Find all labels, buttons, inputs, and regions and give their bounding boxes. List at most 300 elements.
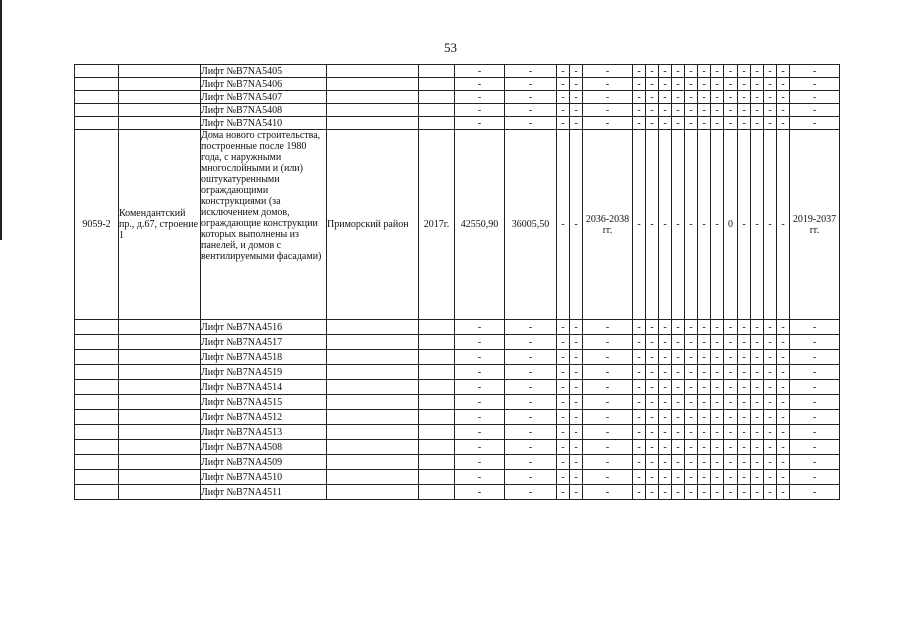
lift-cell: - <box>685 65 698 78</box>
lift-cell: - <box>711 104 724 117</box>
lift-cell: - <box>777 425 790 440</box>
empty-id-cell <box>75 425 119 440</box>
empty-district-cell <box>327 350 419 365</box>
lift-tail: - <box>790 440 840 455</box>
empty-address-cell <box>119 104 201 117</box>
lift-cell: - <box>777 380 790 395</box>
lift-cell: - <box>751 320 764 335</box>
lift-cell: - <box>711 410 724 425</box>
lift-cell: - <box>646 395 659 410</box>
lift-cell: - <box>659 365 672 380</box>
lift-s2: - <box>570 350 583 365</box>
lift-value-2: - <box>505 395 557 410</box>
lift-cell: - <box>711 320 724 335</box>
lift-s1: - <box>557 65 570 78</box>
bottom-lift-rows <box>75 320 840 500</box>
empty-id-cell <box>75 470 119 485</box>
lift-period: - <box>583 380 633 395</box>
lift-cell: - <box>685 335 698 350</box>
lift-cell: - <box>751 78 764 91</box>
lift-cell: - <box>751 485 764 500</box>
lift-cell: - <box>672 320 685 335</box>
empty-address-cell <box>119 425 201 440</box>
lift-period: - <box>583 470 633 485</box>
main-cell: - <box>738 130 751 320</box>
lift-cell: - <box>659 455 672 470</box>
lift-value-2: - <box>505 104 557 117</box>
empty-year-cell <box>419 380 455 395</box>
lift-value-2: - <box>505 117 557 130</box>
main-cell: - <box>672 130 685 320</box>
empty-year-cell <box>419 440 455 455</box>
lift-cell: - <box>764 104 777 117</box>
empty-district-cell <box>327 335 419 350</box>
lift-name: Лифт №B7NA5405 <box>201 65 327 78</box>
lift-cell: - <box>711 440 724 455</box>
empty-district-cell <box>327 91 419 104</box>
lift-cell: - <box>698 350 711 365</box>
lift-cell: - <box>633 380 646 395</box>
empty-id-cell <box>75 78 119 91</box>
empty-address-cell <box>119 470 201 485</box>
main-cell: 0 <box>724 130 738 320</box>
lift-cell: - <box>724 91 738 104</box>
lift-name: Лифт №B7NA4516 <box>201 320 327 335</box>
lift-cell: - <box>685 395 698 410</box>
lift-cell: - <box>738 91 751 104</box>
lift-tail: - <box>790 320 840 335</box>
lift-s1: - <box>557 78 570 91</box>
empty-id-cell <box>75 320 119 335</box>
lift-tail: - <box>790 395 840 410</box>
lift-cell: - <box>633 320 646 335</box>
lift-row <box>75 380 840 395</box>
lift-s1: - <box>557 425 570 440</box>
lift-cell: - <box>672 395 685 410</box>
empty-address-cell <box>119 440 201 455</box>
empty-year-cell <box>419 455 455 470</box>
lift-cell: - <box>724 104 738 117</box>
lift-row <box>75 365 840 380</box>
lift-cell: - <box>738 470 751 485</box>
lift-cell: - <box>764 91 777 104</box>
lift-value-1: - <box>455 455 505 470</box>
lift-cell: - <box>764 320 777 335</box>
lift-cell: - <box>711 91 724 104</box>
lift-name: Лифт №B7NA4512 <box>201 410 327 425</box>
lift-cell: - <box>698 380 711 395</box>
empty-year-cell <box>419 425 455 440</box>
building-description: Дома нового строительства, построенные после 1980 года, с наружными многослойными и (или) оштукатуренными ограждающими конструкциями (за исключением домов, ограждающие конструкции которых выполнены из панелей, и домов с вентилируемыми фасадами) <box>201 130 327 320</box>
lift-cell: - <box>751 410 764 425</box>
empty-address-cell <box>119 78 201 91</box>
lift-cell: - <box>646 455 659 470</box>
empty-address-cell <box>119 350 201 365</box>
lift-cell: - <box>646 335 659 350</box>
empty-id-cell <box>75 117 119 130</box>
lift-cell: - <box>646 65 659 78</box>
lift-name: Лифт №B7NA4515 <box>201 395 327 410</box>
lift-row <box>75 410 840 425</box>
lift-cell: - <box>777 350 790 365</box>
lift-cell: - <box>659 485 672 500</box>
lift-cell: - <box>659 117 672 130</box>
lift-s2: - <box>570 410 583 425</box>
empty-address-cell <box>119 455 201 470</box>
building-id: 9059-2 <box>75 130 119 320</box>
lift-cell: - <box>633 485 646 500</box>
lift-value-1: - <box>455 470 505 485</box>
lift-cell: - <box>724 78 738 91</box>
lift-cell: - <box>711 470 724 485</box>
lift-cell: - <box>711 335 724 350</box>
lift-value-2: - <box>505 365 557 380</box>
empty-id-cell <box>75 380 119 395</box>
empty-id-cell <box>75 104 119 117</box>
lift-cell: - <box>724 470 738 485</box>
lift-value-1: - <box>455 380 505 395</box>
lift-cell: - <box>633 350 646 365</box>
lift-row <box>75 470 840 485</box>
lift-cell: - <box>777 335 790 350</box>
empty-year-cell <box>419 335 455 350</box>
empty-district-cell <box>327 440 419 455</box>
empty-year-cell <box>419 395 455 410</box>
lift-s1: - <box>557 350 570 365</box>
lift-cell: - <box>724 395 738 410</box>
lift-cell: - <box>685 320 698 335</box>
lift-cell: - <box>724 320 738 335</box>
lift-cell: - <box>751 440 764 455</box>
lift-cell: - <box>724 455 738 470</box>
empty-address-cell <box>119 117 201 130</box>
empty-year-cell <box>419 78 455 91</box>
lift-cell: - <box>672 350 685 365</box>
lift-value-1: - <box>455 485 505 500</box>
lift-cell: - <box>764 440 777 455</box>
lift-row <box>75 78 840 91</box>
main-cell: - <box>633 130 646 320</box>
top-lift-rows <box>75 65 840 130</box>
building-area-living: 36005,50 <box>505 130 557 320</box>
lift-cell: - <box>764 117 777 130</box>
lift-cell: - <box>672 455 685 470</box>
empty-address-cell <box>119 380 201 395</box>
lift-cell: - <box>777 440 790 455</box>
lift-tail: - <box>790 91 840 104</box>
lift-value-1: - <box>455 320 505 335</box>
lift-period: - <box>583 117 633 130</box>
empty-district-cell <box>327 425 419 440</box>
lift-cell: - <box>659 380 672 395</box>
lift-cell: - <box>711 380 724 395</box>
lift-cell: - <box>685 91 698 104</box>
lift-s2: - <box>570 440 583 455</box>
lift-cell: - <box>659 470 672 485</box>
lift-s1: - <box>557 335 570 350</box>
empty-address-cell <box>119 91 201 104</box>
lift-period: - <box>583 455 633 470</box>
lift-cell: - <box>698 470 711 485</box>
empty-district-cell <box>327 65 419 78</box>
lift-cell: - <box>659 395 672 410</box>
lift-row <box>75 335 840 350</box>
lift-cell: - <box>751 350 764 365</box>
lift-cell: - <box>672 470 685 485</box>
lift-cell: - <box>751 65 764 78</box>
page-number: 53 <box>444 40 457 55</box>
lift-row <box>75 485 840 500</box>
lift-cell: - <box>777 470 790 485</box>
empty-district-cell <box>327 380 419 395</box>
lift-cell: - <box>738 78 751 91</box>
main-cell: - <box>698 130 711 320</box>
lift-cell: - <box>751 335 764 350</box>
lift-cell: - <box>738 425 751 440</box>
building-area-total: 42550,90 <box>455 130 505 320</box>
empty-address-cell <box>119 335 201 350</box>
empty-id-cell <box>75 395 119 410</box>
building-period: 2036-2038 гг. <box>583 130 633 320</box>
lift-cell: - <box>698 455 711 470</box>
lift-tail: - <box>790 455 840 470</box>
lift-cell: - <box>751 380 764 395</box>
lift-value-2: - <box>505 470 557 485</box>
lift-cell: - <box>711 65 724 78</box>
building-tail-period: 2019-2037 гг. <box>790 130 840 320</box>
lift-cell: - <box>738 455 751 470</box>
lift-cell: - <box>659 350 672 365</box>
lift-s2: - <box>570 485 583 500</box>
empty-year-cell <box>419 350 455 365</box>
lift-tail: - <box>790 78 840 91</box>
lift-tail: - <box>790 65 840 78</box>
lift-cell: - <box>751 104 764 117</box>
lift-cell: - <box>777 320 790 335</box>
lift-tail: - <box>790 365 840 380</box>
empty-id-cell <box>75 440 119 455</box>
lift-cell: - <box>777 485 790 500</box>
lift-s2: - <box>570 335 583 350</box>
lift-cell: - <box>777 117 790 130</box>
lift-cell: - <box>764 350 777 365</box>
lift-s1: - <box>557 485 570 500</box>
lift-cell: - <box>724 380 738 395</box>
lift-cell: - <box>724 440 738 455</box>
lift-value-2: - <box>505 425 557 440</box>
lift-cell: - <box>659 320 672 335</box>
lift-value-2: - <box>505 335 557 350</box>
lift-cell: - <box>633 455 646 470</box>
lift-cell: - <box>633 65 646 78</box>
lift-cell: - <box>724 425 738 440</box>
lift-row <box>75 91 840 104</box>
lift-cell: - <box>672 380 685 395</box>
lift-value-1: - <box>455 395 505 410</box>
lift-tail: - <box>790 104 840 117</box>
empty-address-cell <box>119 485 201 500</box>
lift-cell: - <box>738 104 751 117</box>
lift-cell: - <box>685 78 698 91</box>
lift-s2: - <box>570 380 583 395</box>
lift-period: - <box>583 350 633 365</box>
building-address: Комендантский пр., д.67, строение 1 <box>119 130 201 320</box>
lift-cell: - <box>659 410 672 425</box>
lift-cell: - <box>672 440 685 455</box>
lift-cell: - <box>711 455 724 470</box>
lift-s2: - <box>570 91 583 104</box>
lift-cell: - <box>724 365 738 380</box>
lift-cell: - <box>685 410 698 425</box>
lift-cell: - <box>751 365 764 380</box>
lift-cell: - <box>646 425 659 440</box>
lift-tail: - <box>790 410 840 425</box>
lift-cell: - <box>633 425 646 440</box>
lift-cell: - <box>764 455 777 470</box>
lift-s1: - <box>557 380 570 395</box>
lift-cell: - <box>672 104 685 117</box>
lift-period: - <box>583 440 633 455</box>
lift-period: - <box>583 65 633 78</box>
lift-cell: - <box>685 440 698 455</box>
empty-address-cell <box>119 65 201 78</box>
lift-tail: - <box>790 335 840 350</box>
lift-cell: - <box>659 425 672 440</box>
main-cell: - <box>685 130 698 320</box>
empty-address-cell <box>119 410 201 425</box>
lift-cell: - <box>738 365 751 380</box>
lift-cell: - <box>764 485 777 500</box>
lift-tail: - <box>790 350 840 365</box>
lift-cell: - <box>672 91 685 104</box>
lift-cell: - <box>646 440 659 455</box>
lift-cell: - <box>711 117 724 130</box>
empty-district-cell <box>327 455 419 470</box>
lift-cell: - <box>633 104 646 117</box>
empty-address-cell <box>119 320 201 335</box>
lift-s2: - <box>570 65 583 78</box>
lift-value-1: - <box>455 117 505 130</box>
lift-cell: - <box>633 395 646 410</box>
lift-cell: - <box>685 104 698 117</box>
lift-value-2: - <box>505 78 557 91</box>
lift-cell: - <box>698 320 711 335</box>
lift-period: - <box>583 335 633 350</box>
lift-cell: - <box>738 440 751 455</box>
lift-value-1: - <box>455 365 505 380</box>
empty-id-cell <box>75 455 119 470</box>
lift-cell: - <box>685 365 698 380</box>
lift-cell: - <box>646 410 659 425</box>
lift-cell: - <box>659 335 672 350</box>
lift-cell: - <box>685 425 698 440</box>
lift-cell: - <box>646 320 659 335</box>
lift-name: Лифт №B7NA4518 <box>201 350 327 365</box>
building-s1: - <box>557 130 570 320</box>
lift-cell: - <box>751 455 764 470</box>
lift-cell: - <box>672 365 685 380</box>
lift-cell: - <box>698 440 711 455</box>
empty-id-cell <box>75 485 119 500</box>
lift-value-2: - <box>505 485 557 500</box>
empty-year-cell <box>419 410 455 425</box>
main-cell: - <box>777 130 790 320</box>
empty-year-cell <box>419 365 455 380</box>
lift-value-2: - <box>505 320 557 335</box>
lift-cell: - <box>698 91 711 104</box>
main-building-row <box>75 130 840 320</box>
empty-address-cell <box>119 365 201 380</box>
lift-cell: - <box>724 350 738 365</box>
lift-cell: - <box>711 395 724 410</box>
lift-value-2: - <box>505 455 557 470</box>
lift-s1: - <box>557 91 570 104</box>
lift-cell: - <box>738 65 751 78</box>
lift-s1: - <box>557 395 570 410</box>
empty-district-cell <box>327 470 419 485</box>
lift-cell: - <box>777 91 790 104</box>
lift-s2: - <box>570 365 583 380</box>
lift-cell: - <box>764 335 777 350</box>
lift-cell: - <box>777 65 790 78</box>
lift-name: Лифт №B7NA4514 <box>201 380 327 395</box>
lift-cell: - <box>698 78 711 91</box>
lift-s1: - <box>557 410 570 425</box>
lift-cell: - <box>764 78 777 91</box>
lift-value-2: - <box>505 410 557 425</box>
main-cell: - <box>751 130 764 320</box>
empty-year-cell <box>419 485 455 500</box>
lift-cell: - <box>724 410 738 425</box>
lift-cell: - <box>685 117 698 130</box>
empty-year-cell <box>419 104 455 117</box>
lift-tail: - <box>790 425 840 440</box>
lift-cell: - <box>764 470 777 485</box>
lift-cell: - <box>738 320 751 335</box>
lift-period: - <box>583 365 633 380</box>
lift-cell: - <box>646 78 659 91</box>
lift-cell: - <box>646 470 659 485</box>
lift-cell: - <box>751 425 764 440</box>
lift-row <box>75 425 840 440</box>
lift-s2: - <box>570 78 583 91</box>
lift-table <box>74 64 840 500</box>
lift-period: - <box>583 320 633 335</box>
lift-cell: - <box>698 425 711 440</box>
lift-s2: - <box>570 470 583 485</box>
empty-district-cell <box>327 365 419 380</box>
empty-district-cell <box>327 117 419 130</box>
lift-name: Лифт №B7NA4511 <box>201 485 327 500</box>
main-row-group <box>75 130 840 320</box>
lift-cell: - <box>685 470 698 485</box>
lift-cell: - <box>646 380 659 395</box>
empty-district-cell <box>327 395 419 410</box>
lift-cell: - <box>711 485 724 500</box>
empty-id-cell <box>75 365 119 380</box>
lift-name: Лифт №B7NA4519 <box>201 365 327 380</box>
lift-name: Лифт №B7NA4509 <box>201 455 327 470</box>
lift-cell: - <box>672 410 685 425</box>
lift-cell: - <box>659 91 672 104</box>
lift-cell: - <box>711 365 724 380</box>
empty-year-cell <box>419 320 455 335</box>
lift-cell: - <box>698 485 711 500</box>
lift-cell: - <box>777 395 790 410</box>
lift-name: Лифт №B7NA5408 <box>201 104 327 117</box>
empty-district-cell <box>327 104 419 117</box>
lift-s2: - <box>570 104 583 117</box>
